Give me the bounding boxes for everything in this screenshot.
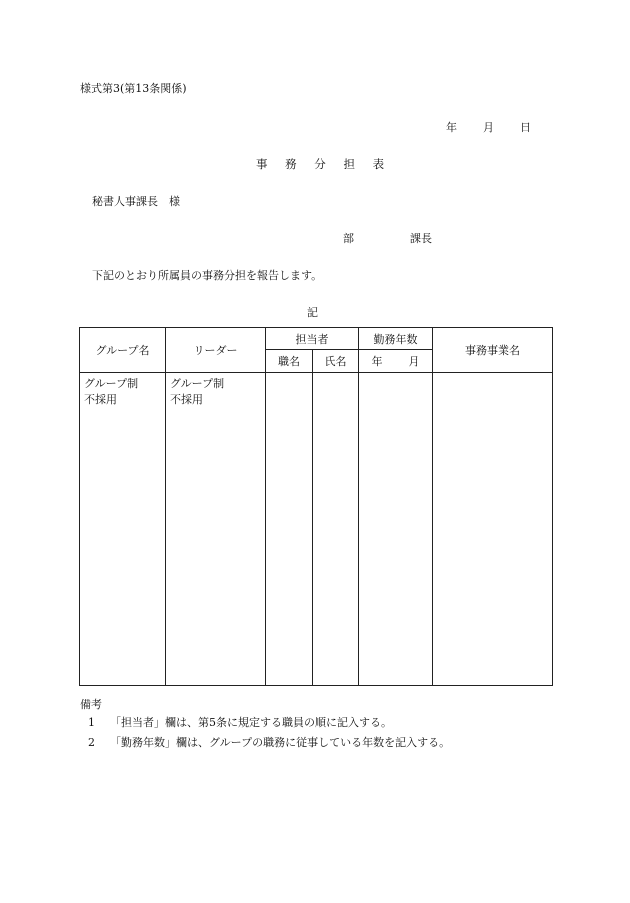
- note-number: 1: [88, 716, 95, 729]
- date-line: [446, 119, 531, 135]
- note-number: 2: [88, 736, 95, 749]
- note-item: [88, 714, 392, 730]
- form-number: 様式第3(第13条関係): [80, 82, 187, 95]
- date-day: 日: [520, 121, 531, 134]
- cell-years-of-service: [359, 373, 433, 686]
- date-year: 年: [446, 121, 457, 134]
- note-text: 「担当者」欄は、第5条に規定する職員の順に記入する。: [110, 716, 392, 729]
- document-title: 事 務 分 担 表: [256, 157, 386, 171]
- cell-name: [313, 373, 359, 686]
- header-business-name: 事務事業名: [433, 328, 553, 373]
- section-chief-label: 課長: [410, 232, 432, 245]
- cell-group-line1: グループ制: [84, 377, 139, 390]
- intro-text: 下記のとおり所属員の事務分担を報告します。: [92, 269, 323, 282]
- department-label: 部: [343, 232, 354, 245]
- ki-heading: 記: [307, 306, 318, 319]
- cell-leader-line2: 不採用: [170, 393, 203, 406]
- recipient: 秘書人事課長 様: [92, 195, 180, 208]
- note-text: 「勤務年数」欄は、グループの職務に従事している年数を記入する。: [110, 736, 451, 749]
- date-month: 月: [483, 121, 494, 134]
- header-years-months: [359, 350, 433, 373]
- note-item: [88, 734, 450, 750]
- header-person-in-charge: 担当者: [266, 328, 359, 350]
- cell-position: [266, 373, 313, 686]
- department-line: [343, 230, 432, 246]
- cell-business-name: [433, 373, 553, 686]
- duty-table: [79, 327, 553, 686]
- cell-leader-line1: グループ制: [170, 377, 225, 390]
- header-name: 氏名: [313, 350, 359, 373]
- header-group: グループ名: [80, 328, 166, 373]
- header-months: 月: [408, 355, 420, 368]
- cell-group-line2: 不採用: [84, 393, 117, 406]
- header-leader: リーダー: [166, 328, 266, 373]
- cell-group: [80, 373, 166, 686]
- notes-title: 備考: [80, 698, 102, 711]
- header-years-of-service: 勤務年数: [359, 328, 433, 350]
- cell-leader: [166, 373, 266, 686]
- header-years: 年: [371, 355, 383, 368]
- header-position: 職名: [266, 350, 313, 373]
